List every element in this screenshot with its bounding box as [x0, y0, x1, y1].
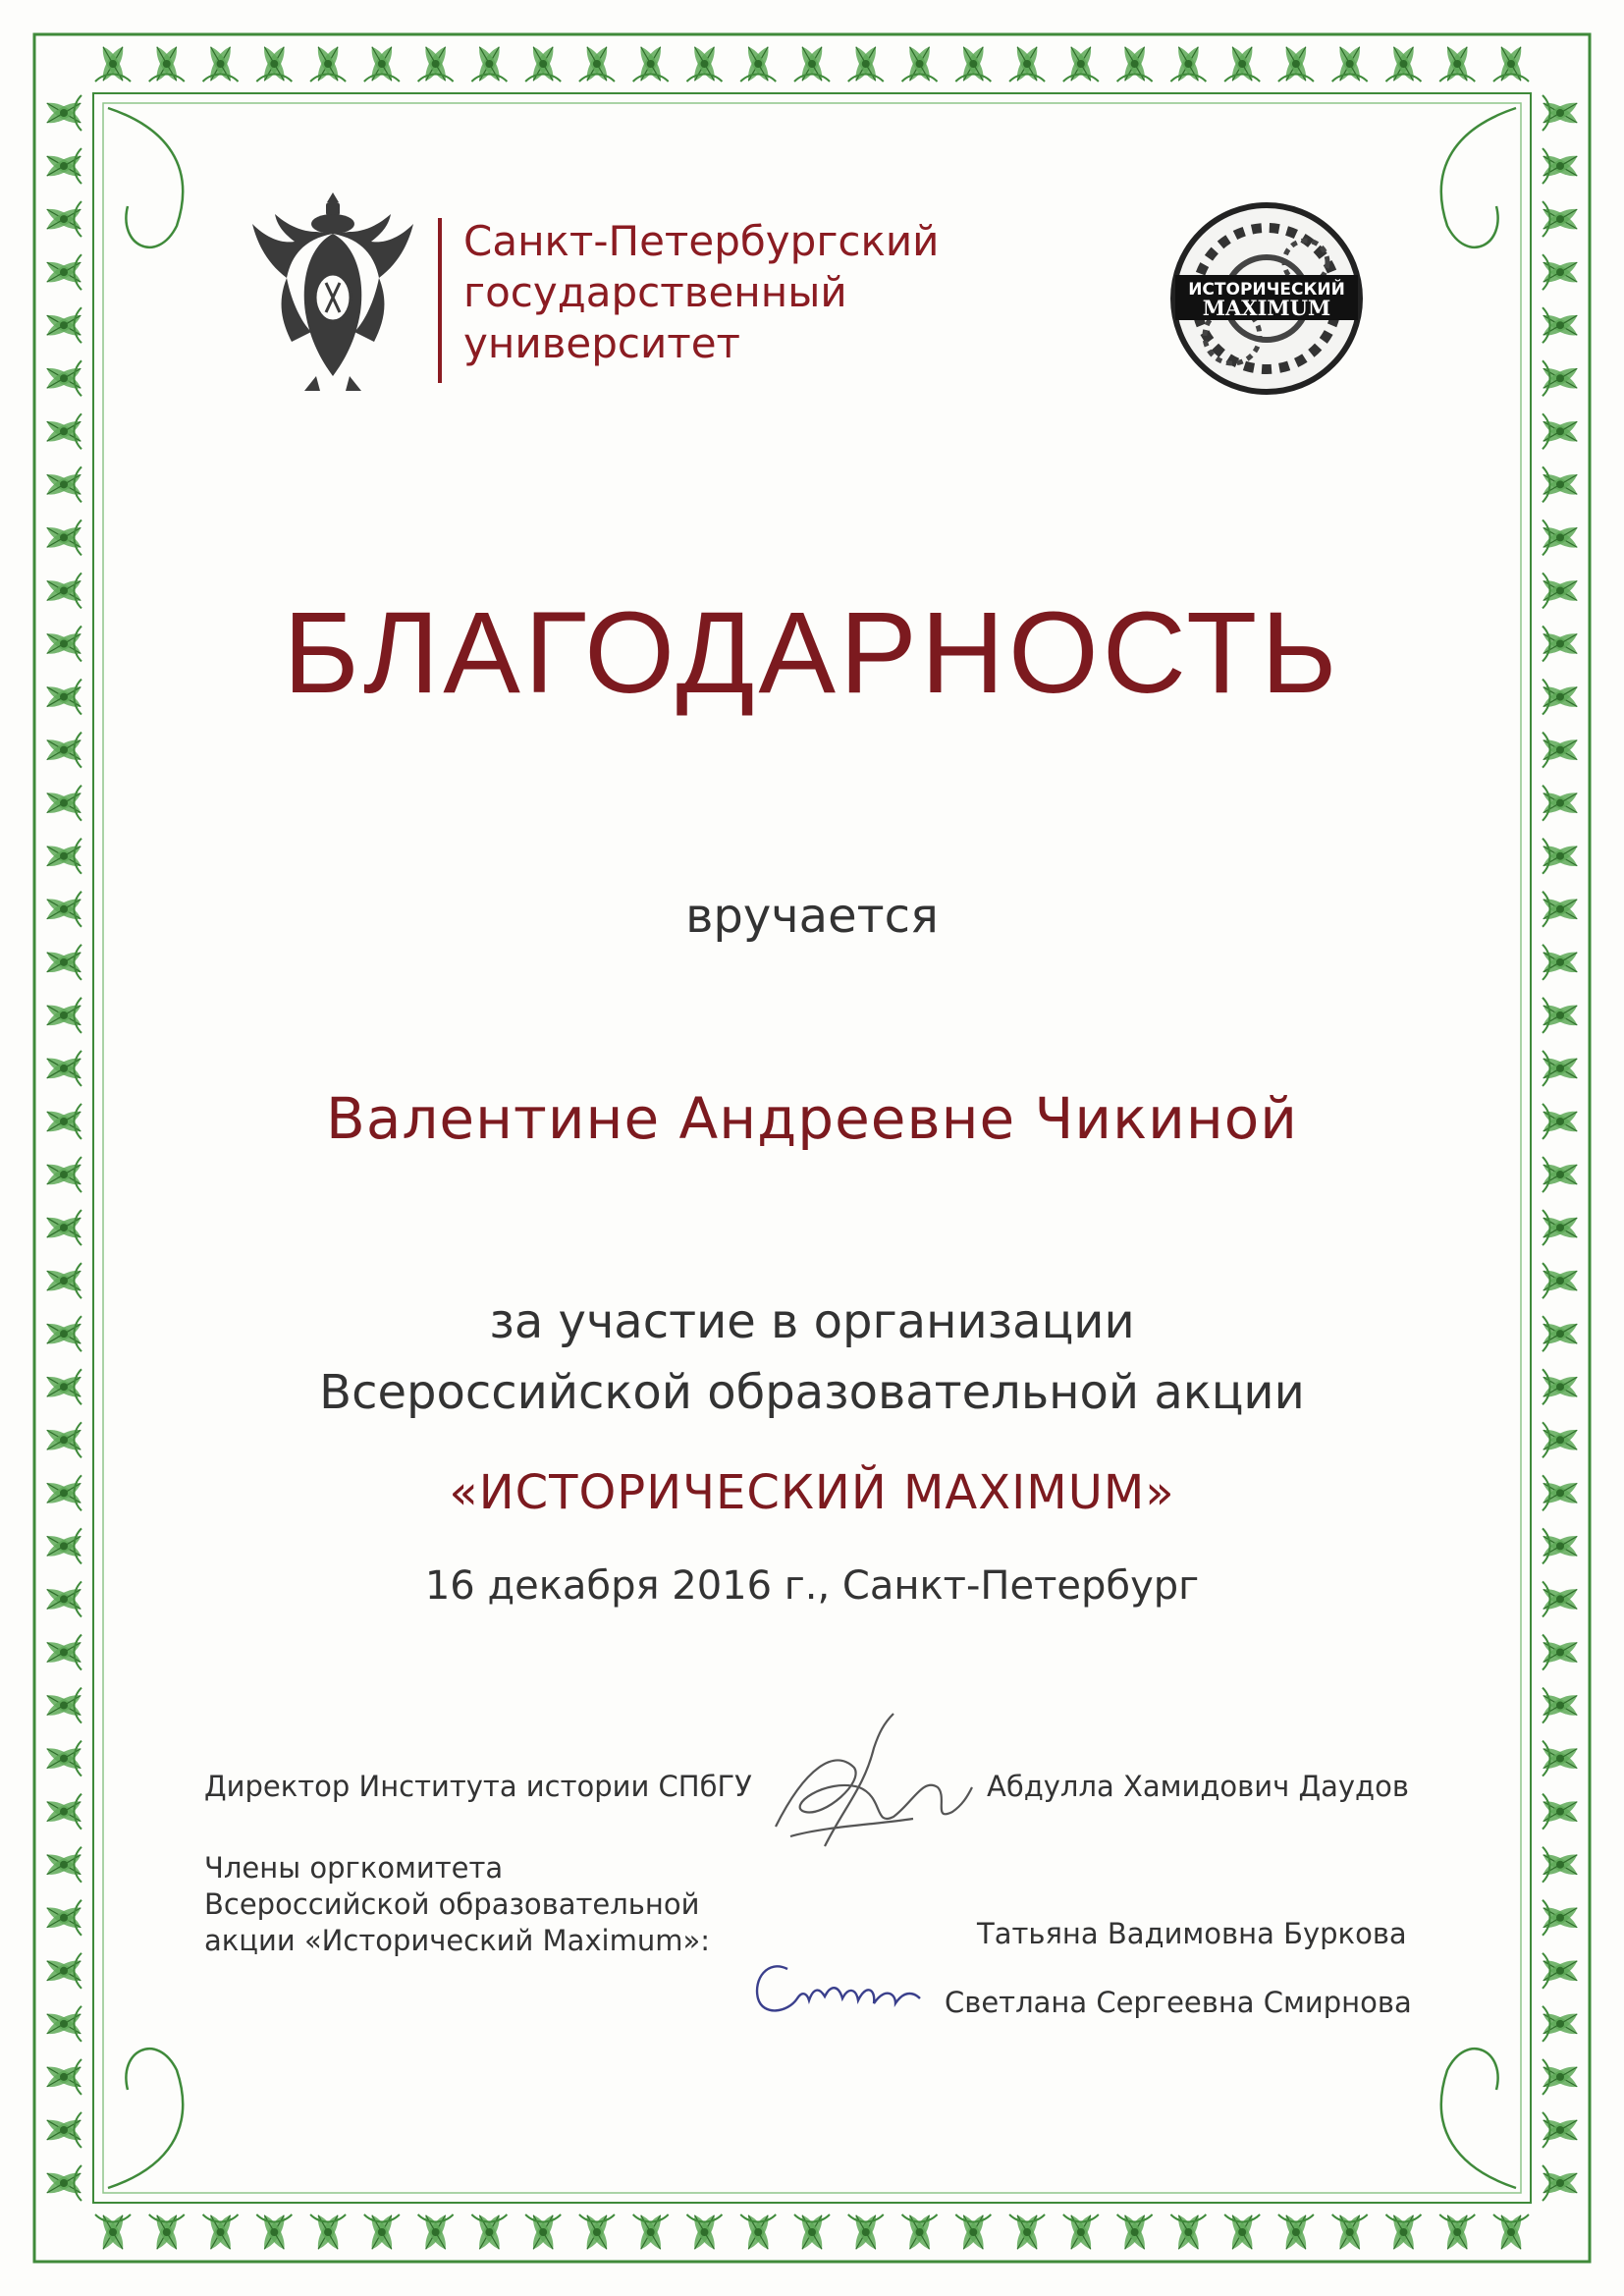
crest-icon	[247, 185, 419, 393]
member-2-name: Светлана Сергеевна Смирнова	[945, 1986, 1412, 2019]
border-leaf-icon	[44, 1794, 84, 1830]
border-leaf-icon	[1009, 44, 1045, 84]
emblem-text-top: ИСТОРИЧЕСКИЙ	[1188, 280, 1345, 300]
border-leaf-icon	[44, 519, 84, 555]
border-leaf-icon	[1063, 44, 1099, 84]
border-leaf-icon	[95, 44, 131, 84]
border-leaf-icon	[1541, 519, 1581, 555]
border-leaf-icon	[44, 148, 84, 184]
border-leaf-icon	[44, 1263, 84, 1298]
border-leaf-icon	[1541, 2112, 1581, 2148]
border-leaf-icon	[44, 2059, 84, 2095]
border-leaf-icon	[44, 2165, 84, 2201]
border-leaf-icon	[44, 998, 84, 1033]
border-leaf-icon	[740, 44, 776, 84]
border-leaf-icon	[44, 466, 84, 502]
border-leaf-icon	[44, 201, 84, 237]
border-leaf-icon	[1117, 44, 1153, 84]
border-leaf-icon	[1541, 945, 1581, 980]
border-leaf-icon	[579, 44, 615, 84]
border-leaf-icon	[1224, 44, 1260, 84]
border-leaf-icon	[418, 44, 454, 84]
border-leaf-icon	[1541, 786, 1581, 821]
border-leaf-icon	[1541, 360, 1581, 396]
border-leaf-icon	[1541, 2165, 1581, 2201]
border-leaf-icon	[1439, 2213, 1475, 2253]
border-leaf-icon	[471, 44, 507, 84]
gear-emblem-icon	[1164, 189, 1370, 410]
certificate-title: БЛАГОДАРНОСТЬ	[283, 588, 1341, 718]
border-leaf-icon	[1541, 1634, 1581, 1669]
border-leaf-icon	[44, 1051, 84, 1086]
border-leaf-icon	[44, 1847, 84, 1883]
border-leaf-icon	[1541, 1263, 1581, 1298]
border-leaf-icon	[44, 360, 84, 396]
border-leaf-icon	[1541, 254, 1581, 290]
border-leaf-icon	[44, 2006, 84, 2042]
border-leaf-icon	[44, 1210, 84, 1245]
header-divider	[438, 218, 442, 383]
border-leaf-icon	[1541, 307, 1581, 343]
border-leaf-icon	[1170, 2213, 1206, 2253]
member-1-name: Татьяна Вадимовна Буркова	[977, 1917, 1407, 1950]
border-leaf-icon	[149, 44, 185, 84]
border-leaf-icon	[1332, 2213, 1368, 2253]
recipient-name: Валентине Андреевне Чикиной	[326, 1085, 1298, 1152]
presented-text: вручается	[685, 889, 939, 944]
border-leaf-icon	[1541, 1210, 1581, 1245]
border-leaf-icon	[955, 44, 991, 84]
border-leaf-icon	[1541, 1794, 1581, 1830]
border-leaf-icon	[203, 44, 239, 84]
border-leaf-icon	[44, 95, 84, 131]
border-leaf-icon	[1385, 2213, 1421, 2253]
border-leaf-icon	[1541, 413, 1581, 449]
border-leaf-icon	[256, 2213, 292, 2253]
border-leaf-icon	[1541, 839, 1581, 874]
reason-line-1: за участие в организации	[489, 1294, 1135, 1349]
director-role: Директор Института истории СПбГУ	[204, 1770, 752, 1803]
border-leaf-icon	[1541, 2059, 1581, 2095]
event-name: «ИСТОРИЧЕСКИЙ MAXIMUM»	[449, 1465, 1175, 1520]
border-leaf-icon	[525, 2213, 561, 2253]
border-leaf-icon	[44, 1741, 84, 1777]
border-leaf-icon	[1278, 44, 1314, 84]
border-leaf-icon	[902, 2213, 938, 2253]
member-2-signature-icon	[748, 1949, 935, 2028]
border-leaf-icon	[1541, 998, 1581, 1033]
border-leaf-icon	[1541, 95, 1581, 131]
border-leaf-icon	[149, 2213, 185, 2253]
committee-role: Члены оргкомитета Всероссийской образовательной акции «Исторический Maximum»:	[204, 1851, 710, 1957]
border-leaf-icon	[1493, 2213, 1529, 2253]
border-leaf-icon	[633, 44, 669, 84]
border-leaf-icon	[794, 44, 830, 84]
border-leaf-icon	[1541, 201, 1581, 237]
border-leaf-icon	[471, 2213, 507, 2253]
border-leaf-icon	[44, 307, 84, 343]
border-leaf-icon	[1493, 44, 1529, 84]
border-leaf-icon	[203, 2213, 239, 2253]
border-leaf-icon	[310, 44, 346, 84]
border-leaf-icon	[44, 839, 84, 874]
border-leaf-icon	[310, 2213, 346, 2253]
emblem-text-bottom: MAXIMUM	[1202, 296, 1331, 320]
border-leaf-icon	[955, 2213, 991, 2253]
border-leaf-icon	[44, 1688, 84, 1723]
border-leaf-icon	[1541, 1051, 1581, 1086]
border-leaf-icon	[794, 2213, 830, 2253]
border-leaf-icon	[1541, 148, 1581, 184]
border-leaf-icon	[525, 44, 561, 84]
border-leaf-icon	[44, 945, 84, 980]
border-leaf-icon	[1541, 1422, 1581, 1457]
border-leaf-icon	[1385, 44, 1421, 84]
border-leaf-icon	[44, 1528, 84, 1563]
border-leaf-icon	[740, 2213, 776, 2253]
border-leaf-icon	[1117, 2213, 1153, 2253]
border-leaf-icon	[1541, 1847, 1581, 1883]
border-leaf-icon	[418, 2213, 454, 2253]
border-leaf-icon	[256, 44, 292, 84]
date-place: 16 декабря 2016 г., Санкт-Петербург	[424, 1563, 1200, 1609]
border-leaf-icon	[44, 2112, 84, 2148]
border-leaf-icon	[44, 1900, 84, 1936]
reason-line-2: Всероссийской образовательной акции	[319, 1365, 1305, 1420]
border-leaf-icon	[1541, 1688, 1581, 1723]
border-leaf-icon	[1541, 1157, 1581, 1192]
border-leaf-icon	[44, 1422, 84, 1457]
border-leaf-icon	[1009, 2213, 1045, 2253]
border-leaf-icon	[44, 1157, 84, 1192]
border-leaf-icon	[44, 1634, 84, 1669]
border-leaf-icon	[579, 2213, 615, 2253]
border-leaf-icon	[1541, 2006, 1581, 2042]
border-leaf-icon	[364, 44, 400, 84]
border-leaf-icon	[1541, 733, 1581, 768]
border-leaf-icon	[44, 413, 84, 449]
border-leaf-icon	[848, 44, 884, 84]
border-leaf-icon	[686, 44, 722, 84]
border-leaf-icon	[95, 2213, 131, 2253]
border-leaf-icon	[44, 733, 84, 768]
director-signature-icon	[766, 1709, 977, 1856]
director-name: Абдулла Хамидович Даудов	[987, 1770, 1409, 1803]
border-leaf-icon	[686, 2213, 722, 2253]
border-leaf-icon	[902, 44, 938, 84]
border-leaf-icon	[44, 254, 84, 290]
university-name: Санкт-Петербургский государственный университет	[463, 217, 940, 367]
border-leaf-icon	[848, 2213, 884, 2253]
border-leaf-icon	[1063, 2213, 1099, 2253]
border-leaf-icon	[364, 2213, 400, 2253]
border-leaf-icon	[44, 786, 84, 821]
border-leaf-icon	[1439, 44, 1475, 84]
border-leaf-icon	[44, 1953, 84, 1989]
border-leaf-icon	[1541, 1900, 1581, 1936]
border-leaf-icon	[1224, 2213, 1260, 2253]
border-leaf-icon	[1170, 44, 1206, 84]
border-leaf-icon	[1278, 2213, 1314, 2253]
border-leaf-icon	[1541, 1528, 1581, 1563]
border-leaf-icon	[1541, 1953, 1581, 1989]
border-leaf-icon	[1332, 44, 1368, 84]
border-leaf-icon	[1541, 1741, 1581, 1777]
border-leaf-icon	[1541, 466, 1581, 502]
border-leaf-icon	[633, 2213, 669, 2253]
